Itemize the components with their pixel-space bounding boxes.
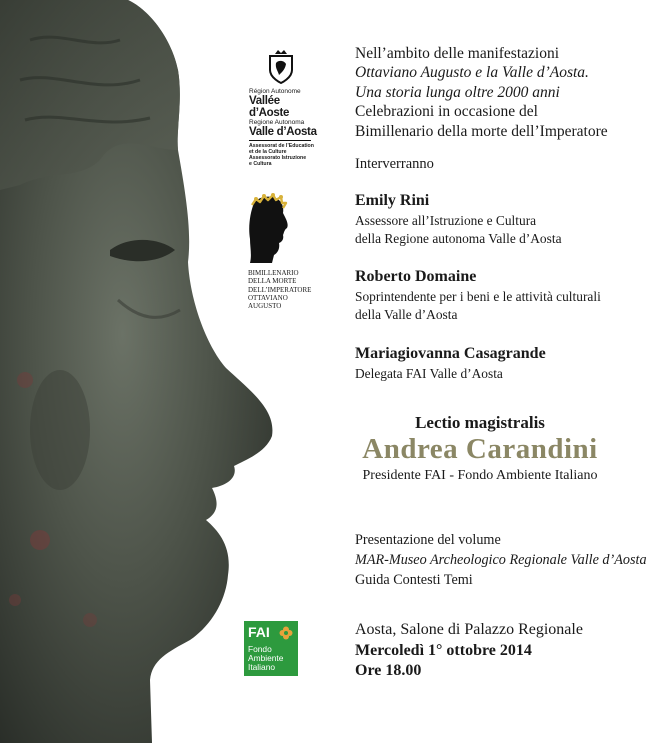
region-name-it-label: Regione Autonoma — [249, 119, 305, 126]
fai-abbr: FAI — [248, 624, 270, 640]
volume-line-1: Presentazione del volume — [355, 532, 501, 548]
intro-line-1: Nell’ambito delle manifestazioni — [355, 45, 560, 62]
volume-title: MAR-Museo Archeologico Regionale Valle d’Aosta — [355, 552, 647, 568]
region-dept-it-1: Assessorato Istruzione — [249, 155, 307, 161]
speaker-1-role — [355, 212, 562, 248]
event-place: Aosta, Salone di Palazzo Regionale — [355, 621, 583, 638]
volume-presentation — [355, 530, 647, 590]
region-dept-fr-1: Assessorat de l’Education — [249, 143, 314, 149]
bimillenario-text-5: AUGUSTO — [248, 302, 282, 311]
speaker-1-role-line-1: Assessore all’Istruzione e Cultura — [355, 213, 537, 228]
speakers-intro: Interverranno — [355, 156, 434, 172]
region-name-it: Valle d’Aosta — [249, 126, 317, 138]
speaker-3-role — [355, 365, 503, 383]
intro-line-3-italic: Una storia lunga oltre 2000 anni — [355, 83, 560, 101]
fai-text-1: Fondo — [248, 644, 272, 654]
coat-of-arms-icon — [267, 50, 295, 84]
bimillenario-text-4: OTTAVIANO — [248, 293, 288, 302]
intro-text — [355, 44, 608, 141]
fai-flower-icon — [279, 626, 293, 640]
intro-line-5: Bimillenario della morte dell’Imperatore — [355, 122, 608, 140]
event-details — [355, 620, 583, 682]
region-logo — [249, 50, 319, 167]
bimillenario-text-3: DELL’IMPERATORE — [248, 285, 312, 294]
intro-line-4: Celebrazioni in occasione del — [355, 103, 538, 121]
region-name-fr: Vallée d’Aoste — [249, 95, 290, 119]
lectio-title: Lectio magistralis — [415, 413, 545, 432]
region-dept-it-2: e Cultura — [249, 161, 272, 167]
lectio-speaker: Andrea Carandini — [362, 433, 598, 465]
region-name-fr-label: Région Autonome — [249, 88, 301, 95]
volume-line-2 — [355, 550, 647, 570]
bimillenario-logo — [248, 193, 328, 310]
speaker-2-role-line-2: della Valle d’Aosta — [355, 307, 458, 322]
speaker-2-role — [355, 288, 601, 324]
event-time: Ore 18.00 — [355, 662, 422, 679]
fai-logo — [244, 621, 298, 676]
bimillenario-text-1: BIMILLENARIO — [248, 269, 299, 277]
fai-text-3: Italiano — [248, 662, 276, 673]
speaker-2-role-line-1: Soprintendente per i beni e le attività culturali — [355, 289, 601, 304]
event-date: Mercoledì 1° ottobre 2014 — [355, 641, 532, 659]
speaker-3-name: Mariagiovanna Casagrande — [355, 345, 546, 362]
intro-line-2-italic: Ottaviano Augusto e la Valle d’Aosta. — [355, 64, 589, 82]
speaker-3-role-line-1: Delegata FAI Valle d’Aosta — [355, 366, 503, 381]
fai-text-2: Ambiente — [248, 653, 284, 664]
region-logo-divider — [249, 140, 311, 141]
intro-line-2 — [355, 63, 608, 82]
intro-line-3 — [355, 83, 608, 102]
region-dept-fr-2: et de la Culture — [249, 149, 287, 155]
volume-line-3: Guida Contesti Temi — [355, 572, 473, 588]
bimillenario-text-2: DELLA MORTE — [248, 277, 297, 286]
lectio-speaker-role: Presidente FAI - Fondo Ambiente Italiano — [362, 468, 598, 483]
speaker-1-name: Emily Rini — [355, 192, 430, 209]
speaker-2-name: Roberto Domaine — [355, 268, 477, 285]
augustus-laurel-profile-icon — [248, 193, 294, 263]
speaker-1-role-line-2: della Regione autonoma Valle d’Aosta — [355, 231, 562, 246]
